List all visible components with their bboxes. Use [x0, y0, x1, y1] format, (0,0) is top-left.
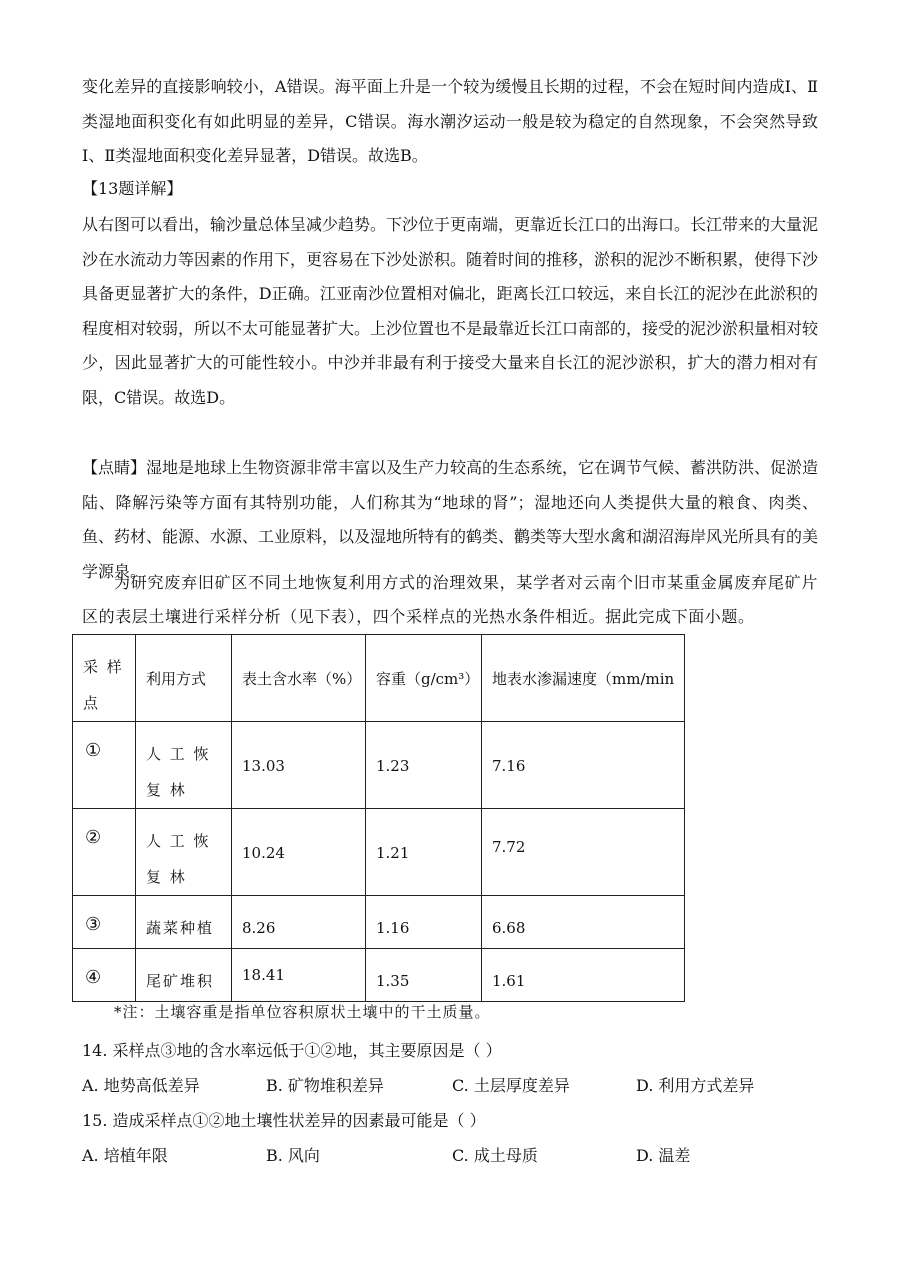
section-heading: 【13题详解】	[82, 179, 183, 198]
table-cell: ④	[73, 949, 136, 1002]
table-cell: 人 工 恢 复 林	[136, 722, 232, 809]
header-cell: 采 样 点	[73, 635, 136, 722]
table-cell: 人 工 恢 复 林	[136, 809, 232, 896]
table-cell: 1.21	[366, 809, 482, 896]
tip-paragraph: 【点睛】湿地是地球上生物资源非常丰富以及生产力较高的生态系统，它在调节气候、蓄洪防洪、促淤造陆、降解污染等方面有其特别功能，人们称其为“地球的肾”；湿地还向人类提供大量的粮食、肉类、鱼、药材、能源、水源、工业原料，以及湿地所特有的鹤类、鹳类等大型水禽和湖沼海岸风光所具有的美学源泉。	[82, 458, 819, 581]
table-row	[73, 809, 685, 896]
table-cell: 1.23	[366, 722, 482, 809]
table-header-row	[73, 635, 685, 722]
header-cell: 利用方式	[136, 635, 232, 722]
question-15-option-c[interactable]: C. 成土母质	[452, 1146, 538, 1165]
header-cell: 表土含水率（%）	[232, 635, 366, 722]
table-cell: 7.72	[482, 809, 685, 896]
table-cell: 尾矿堆积	[136, 949, 232, 1002]
question-14-stem: 14. 采样点③地的含水率远低于①②地，其主要原因是（ ）	[82, 1041, 502, 1060]
table-row	[73, 722, 685, 809]
table-cell: 6.68	[482, 896, 685, 949]
analysis-paragraph: 变化差异的直接影响较小，A错误。海平面上升是一个较为缓慢且长期的过程，不会在短时间内造成Ⅰ、Ⅱ类湿地面积变化有如此明显的差异，C错误。海水潮汐运动一般是较为稳定的自然现象，不会突然导致Ⅰ、Ⅱ类湿地面积变化差异显著，D错误。故选B。	[82, 77, 818, 166]
table-footnote: *注：土壤容重是指单位容积原状土壤中的干土质量。	[114, 1003, 491, 1021]
table-cell: ①	[73, 722, 136, 809]
table-cell: 1.16	[366, 896, 482, 949]
question-15-option-a[interactable]: A. 培植年限	[82, 1146, 168, 1165]
question-14-option-c[interactable]: C. 土层厚度差异	[452, 1076, 570, 1095]
question-15-option-d[interactable]: D. 温差	[636, 1146, 691, 1165]
analysis-paragraph: 从右图可以看出，输沙量总体呈减少趋势。下沙位于更南端，更靠近长江口的出海口。长江带来的大量泥沙在水流动力等因素的作用下，更容易在下沙处淤积。随着时间的推移，淤积的泥沙不断积累，使得下沙具备更显著扩大的条件，D正确。江亚南沙位置相对偏北，距离长江口较远，来自长江的泥沙在此淤积的程度相对较弱，所以不太可能显著扩大。上沙位置也不是最靠近长江口南部的，接受的泥沙淤积量相对较少，因此显著扩大的可能性较小。中沙并非最有利于接受大量来自长江的泥沙淤积，扩大的潜力相对有限，C错误。故选D。	[82, 215, 819, 407]
question-14-option-d[interactable]: D. 利用方式差异	[636, 1076, 755, 1095]
header-cell: 地表水渗漏速度（mm/min	[482, 635, 685, 722]
sampling-table	[72, 634, 685, 1002]
question-14-option-b[interactable]: B. 矿物堆积差异	[266, 1076, 384, 1095]
table-cell: 蔬菜种植	[136, 896, 232, 949]
header-cell: 容重（g/cm³）	[366, 635, 482, 722]
table-row	[73, 896, 685, 949]
question-15-option-b[interactable]: B. 风向	[266, 1146, 320, 1165]
table-cell: ③	[73, 896, 136, 949]
table-row	[73, 949, 685, 1002]
table-cell: 1.61	[482, 949, 685, 1002]
table-cell: 8.26	[232, 896, 366, 949]
table-cell: 10.24	[232, 809, 366, 896]
table-cell: 7.16	[482, 722, 685, 809]
question-intro: 为研究废弃旧矿区不同土地恢复利用方式的治理效果，某学者对云南个旧市某重金属废弃尾矿片区的表层土壤进行采样分析（见下表），四个采样点的光热水条件相近。据此完成下面小题。	[82, 573, 818, 626]
question-14-option-a[interactable]: A. 地势高低差异	[82, 1076, 200, 1095]
table-cell: 18.41	[232, 949, 366, 1002]
table-cell: 13.03	[232, 722, 366, 809]
table-cell: ②	[73, 809, 136, 896]
table-cell: 1.35	[366, 949, 482, 1002]
question-15-stem: 15. 造成采样点①②地土壤性状差异的因素最可能是（ ）	[82, 1111, 486, 1130]
